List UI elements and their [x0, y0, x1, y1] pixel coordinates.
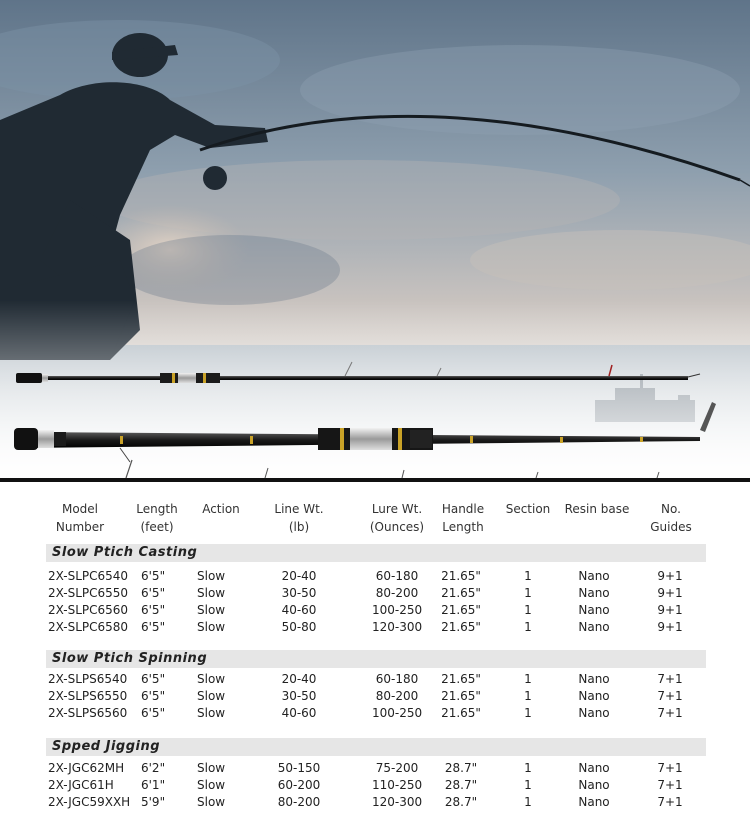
cell-resin-base: Nano [578, 672, 610, 686]
table-row [0, 777, 750, 794]
cell-resin-base: Nano [578, 778, 610, 792]
cell-handle-length: 21.65" [441, 706, 481, 720]
table-row [0, 794, 750, 811]
header-no-guides: No. Guides [650, 502, 692, 534]
cell-length: 6'5" [141, 620, 166, 634]
cell-guides: 9+1 [657, 569, 683, 583]
table-row [0, 671, 750, 688]
cell-action: Slow [197, 689, 226, 703]
section-header-slow-pitch-spinning [46, 650, 706, 668]
cell-action: Slow [197, 672, 226, 686]
cell-handle-length: 28.7" [444, 761, 478, 775]
cell-guides: 7+1 [657, 672, 683, 686]
cell-resin-base: Nano [578, 569, 610, 583]
table-row [0, 568, 750, 585]
cell-length: 6'2" [141, 761, 166, 775]
cell-handle-length: 21.65" [441, 586, 481, 600]
cell-line-weight: 20-40 [281, 569, 317, 583]
cell-lure-weight: 80-200 [375, 586, 419, 600]
cell-section: 1 [524, 689, 532, 703]
header-handle-length: Handle Length [441, 502, 485, 534]
cell-model: 2X-SLPC6550 [48, 586, 129, 600]
cell-handle-length: 28.7" [444, 778, 478, 792]
cell-resin-base: Nano [578, 706, 610, 720]
cell-section: 1 [524, 620, 532, 634]
cell-length: 6'5" [141, 706, 166, 720]
cell-length: 6'5" [141, 603, 166, 617]
cell-line-weight: 30-50 [281, 689, 317, 703]
cell-lure-weight: 120-300 [372, 795, 423, 809]
cell-model: 2X-JGC59XXH [48, 795, 131, 809]
cell-section: 1 [524, 672, 532, 686]
spec-table [0, 490, 750, 820]
cell-line-weight: 50-150 [277, 761, 321, 775]
cell-resin-base: Nano [578, 586, 610, 600]
cell-lure-weight: 75-200 [375, 761, 419, 775]
cell-line-weight: 80-200 [277, 795, 321, 809]
cell-model: 2X-SLPC6580 [48, 620, 129, 634]
cell-section: 1 [524, 706, 532, 720]
cell-action: Slow [197, 603, 226, 617]
table-row [0, 760, 750, 777]
cell-section: 1 [524, 761, 532, 775]
cell-handle-length: 21.65" [441, 672, 481, 686]
cell-model: 2X-JGC61H [48, 778, 114, 792]
header-lure-weight: Lure Wt. (Ounces) [369, 502, 425, 534]
header-model-number: Model Number [55, 502, 105, 534]
table-row [0, 619, 750, 636]
cell-handle-length: 28.7" [444, 795, 478, 809]
section-title: Slow Ptich Spinning [52, 651, 208, 666]
cell-resin-base: Nano [578, 761, 610, 775]
cell-handle-length: 21.65" [441, 569, 481, 583]
cell-length: 6'1" [141, 778, 166, 792]
cell-resin-base: Nano [578, 795, 610, 809]
cell-action: Slow [197, 586, 226, 600]
header-resin-base: Resin base [564, 502, 630, 516]
header-line-weight: Line Wt. (lb) [274, 502, 324, 534]
cell-model: 2X-SLPS6550 [48, 689, 128, 703]
cell-length: 6'5" [141, 672, 166, 686]
table-row [0, 688, 750, 705]
section-title: Slow Ptich Casting [52, 545, 198, 560]
cell-guides: 7+1 [657, 795, 683, 809]
cell-section: 1 [524, 586, 532, 600]
cell-action: Slow [197, 778, 226, 792]
cell-lure-weight: 80-200 [375, 689, 419, 703]
cell-guides: 9+1 [657, 603, 683, 617]
cell-model: 2X-SLPS6540 [48, 672, 128, 686]
cell-guides: 7+1 [657, 761, 683, 775]
cell-length: 6'5" [141, 586, 166, 600]
cell-model: 2X-SLPC6540 [48, 569, 129, 583]
cell-action: Slow [197, 569, 226, 583]
cell-section: 1 [524, 778, 532, 792]
cell-resin-base: Nano [578, 620, 610, 634]
header-section: Section [505, 502, 551, 516]
section-title: Spped Jigging [52, 739, 161, 754]
cell-handle-length: 21.65" [441, 603, 481, 617]
section-header-slow-pitch-casting [46, 544, 706, 562]
cell-section: 1 [524, 603, 532, 617]
cell-guides: 7+1 [657, 778, 683, 792]
cell-lure-weight: 120-300 [372, 620, 423, 634]
cell-handle-length: 21.65" [441, 689, 481, 703]
cell-line-weight: 60-200 [277, 778, 321, 792]
table-row [0, 585, 750, 602]
cell-guides: 7+1 [657, 706, 683, 720]
cell-lure-weight: 60-180 [375, 672, 419, 686]
header-length: Length (feet) [136, 502, 178, 534]
cell-lure-weight: 100-250 [372, 603, 423, 617]
section-header-speed-jigging [46, 738, 706, 756]
cell-line-weight: 30-50 [281, 586, 317, 600]
cell-lure-weight: 110-250 [372, 778, 423, 792]
table-row [0, 602, 750, 619]
cell-guides: 9+1 [657, 620, 683, 634]
cell-length: 5'9" [141, 795, 166, 809]
cell-length: 6'5" [141, 569, 166, 583]
cell-model: 2X-SLPC6560 [48, 603, 129, 617]
cell-lure-weight: 60-180 [375, 569, 419, 583]
cell-section: 1 [524, 569, 532, 583]
cell-line-weight: 20-40 [281, 672, 317, 686]
header-action: Action [202, 502, 240, 516]
cell-handle-length: 21.65" [441, 620, 481, 634]
cell-action: Slow [197, 706, 226, 720]
cell-resin-base: Nano [578, 603, 610, 617]
cell-line-weight: 40-60 [281, 603, 317, 617]
cell-guides: 9+1 [657, 586, 683, 600]
cell-model: 2X-SLPS6560 [48, 706, 128, 720]
cell-action: Slow [197, 795, 226, 809]
cell-action: Slow [197, 620, 226, 634]
cell-lure-weight: 100-250 [372, 706, 423, 720]
cell-guides: 7+1 [657, 689, 683, 703]
table-row [0, 705, 750, 722]
cell-model: 2X-JGC62MH [48, 761, 125, 775]
cell-line-weight: 50-80 [281, 620, 317, 634]
cell-section: 1 [524, 795, 532, 809]
cell-line-weight: 40-60 [281, 706, 317, 720]
cell-action: Slow [197, 761, 226, 775]
cell-length: 6'5" [141, 689, 166, 703]
cell-resin-base: Nano [578, 689, 610, 703]
